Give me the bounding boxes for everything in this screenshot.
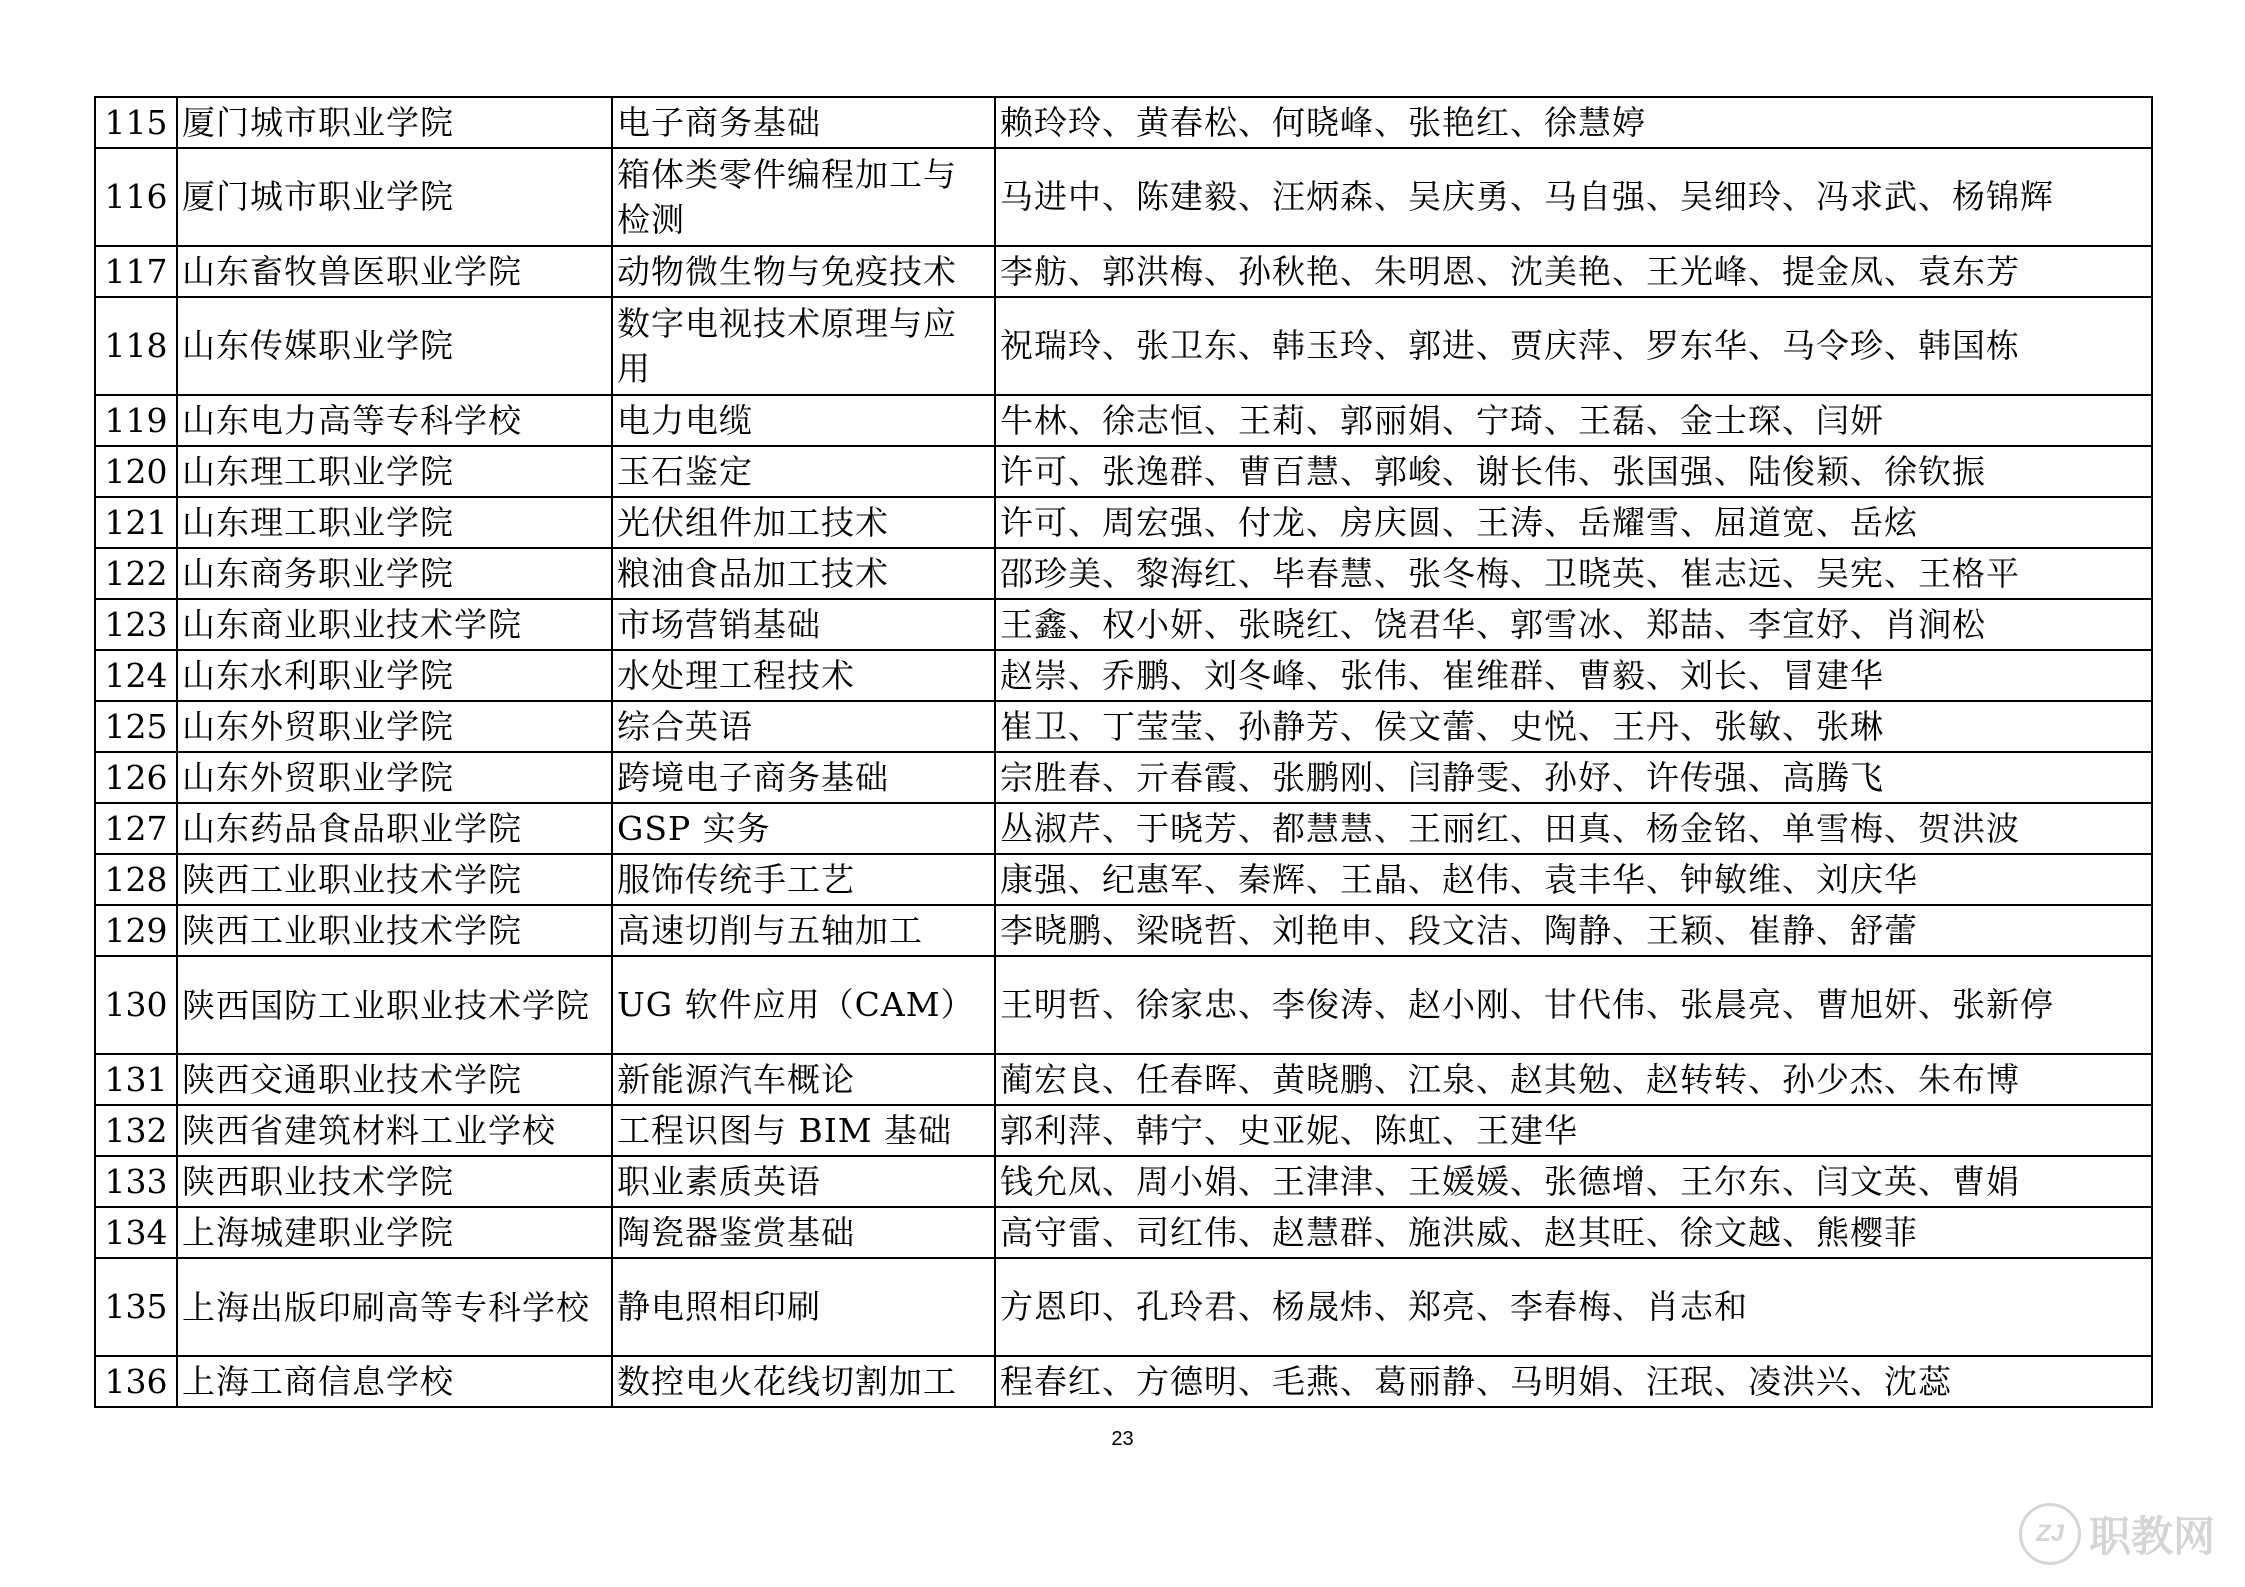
row-number: 127	[95, 803, 177, 854]
school-name: 山东传媒职业学院	[177, 297, 612, 395]
course-name: 服饰传统手工艺	[612, 854, 995, 905]
team-members: 李舫、郭洪梅、孙秋艳、朱明恩、沈美艳、王光峰、提金凤、袁东芳	[995, 246, 2152, 297]
course-name: 陶瓷器鉴赏基础	[612, 1207, 995, 1258]
course-name: GSP 实务	[612, 803, 995, 854]
school-name: 山东外贸职业学院	[177, 752, 612, 803]
table-row	[95, 650, 2152, 701]
team-members: 宗胜春、亓春霞、张鹏刚、闫静雯、孙妤、许传强、高腾飞	[995, 752, 2152, 803]
course-name: 粮油食品加工技术	[612, 548, 995, 599]
row-number: 135	[95, 1258, 177, 1356]
course-name: 光伏组件加工技术	[612, 497, 995, 548]
table-row	[95, 854, 2152, 905]
watermark-text: 职教网	[2088, 1512, 2215, 1561]
table-row	[95, 1156, 2152, 1207]
row-number: 132	[95, 1105, 177, 1156]
table-body	[95, 97, 2152, 1407]
row-number: 120	[95, 446, 177, 497]
school-name: 陕西交通职业技术学院	[177, 1054, 612, 1105]
row-number: 130	[95, 956, 177, 1054]
team-members: 赵崇、乔鹏、刘冬峰、张伟、崔维群、曹毅、刘长、冒建华	[995, 650, 2152, 701]
table-row	[95, 548, 2152, 599]
table-row	[95, 1356, 2152, 1407]
team-members: 王明哲、徐家忠、李俊涛、赵小刚、甘代伟、张晨亮、曹旭妍、张新停	[995, 956, 2152, 1054]
table-row	[95, 395, 2152, 446]
course-name: 工程识图与 BIM 基础	[612, 1105, 995, 1156]
school-name: 山东药品食品职业学院	[177, 803, 612, 854]
row-number: 121	[95, 497, 177, 548]
school-name: 上海工商信息学校	[177, 1356, 612, 1407]
course-name: 高速切削与五轴加工	[612, 905, 995, 956]
school-name: 陕西省建筑材料工业学校	[177, 1105, 612, 1156]
row-number: 119	[95, 395, 177, 446]
school-name: 陕西国防工业职业技术学院	[177, 956, 612, 1054]
course-name: UG 软件应用（CAM）	[612, 956, 995, 1054]
row-number: 116	[95, 148, 177, 246]
team-members: 方恩印、孔玲君、杨晟炜、郑亮、李春梅、肖志和	[995, 1258, 2152, 1356]
course-name: 水处理工程技术	[612, 650, 995, 701]
school-name: 陕西职业技术学院	[177, 1156, 612, 1207]
row-number: 136	[95, 1356, 177, 1407]
course-name: 数控电火花线切割加工	[612, 1356, 995, 1407]
table-row	[95, 148, 2152, 246]
table-row	[95, 1207, 2152, 1258]
table-row	[95, 497, 2152, 548]
course-name: 电子商务基础	[612, 97, 995, 148]
table-row	[95, 1054, 2152, 1105]
table-row	[95, 701, 2152, 752]
course-name: 箱体类零件编程加工与检测	[612, 148, 995, 246]
row-number: 131	[95, 1054, 177, 1105]
team-members: 王鑫、权小妍、张晓红、饶君华、郭雪冰、郑喆、李宣妤、肖涧松	[995, 599, 2152, 650]
table-row	[95, 246, 2152, 297]
school-name: 陕西工业职业技术学院	[177, 854, 612, 905]
course-name: 动物微生物与免疫技术	[612, 246, 995, 297]
course-name: 数字电视技术原理与应用	[612, 297, 995, 395]
table-row	[95, 1105, 2152, 1156]
team-members: 赖玲玲、黄春松、何晓峰、张艳红、徐慧婷	[995, 97, 2152, 148]
team-members: 牛林、徐志恒、王莉、郭丽娟、宁琦、王磊、金士琛、闫妍	[995, 395, 2152, 446]
course-name: 跨境电子商务基础	[612, 752, 995, 803]
team-members: 李晓鹏、梁晓哲、刘艳申、段文洁、陶静、王颖、崔静、舒蕾	[995, 905, 2152, 956]
row-number: 117	[95, 246, 177, 297]
school-name: 山东理工职业学院	[177, 446, 612, 497]
course-name: 职业素质英语	[612, 1156, 995, 1207]
table-row	[95, 1258, 2152, 1356]
row-number: 133	[95, 1156, 177, 1207]
row-number: 134	[95, 1207, 177, 1258]
course-name: 新能源汽车概论	[612, 1054, 995, 1105]
row-number: 128	[95, 854, 177, 905]
table-row	[95, 97, 2152, 148]
team-members: 钱允凤、周小娟、王津津、王媛媛、张德增、王尔东、闫文英、曹娟	[995, 1156, 2152, 1207]
team-members: 高守雷、司红伟、赵慧群、施洪威、赵其旺、徐文越、熊樱菲	[995, 1207, 2152, 1258]
school-name: 山东水利职业学院	[177, 650, 612, 701]
row-number: 129	[95, 905, 177, 956]
course-name: 市场营销基础	[612, 599, 995, 650]
team-members: 程春红、方德明、毛燕、葛丽静、马明娟、汪珉、凌洪兴、沈蕊	[995, 1356, 2152, 1407]
school-name: 厦门城市职业学院	[177, 148, 612, 246]
school-name: 山东理工职业学院	[177, 497, 612, 548]
row-number: 118	[95, 297, 177, 395]
row-number: 126	[95, 752, 177, 803]
team-members: 丛淑芹、于晓芳、都慧慧、王丽红、田真、杨金铭、单雪梅、贺洪波	[995, 803, 2152, 854]
team-members: 康强、纪惠军、秦辉、王晶、赵伟、袁丰华、钟敏维、刘庆华	[995, 854, 2152, 905]
table-row	[95, 446, 2152, 497]
school-name: 山东商业职业技术学院	[177, 599, 612, 650]
course-name: 电力电缆	[612, 395, 995, 446]
table-row	[95, 803, 2152, 854]
team-members: 许可、张逸群、曹百慧、郭峻、谢长伟、张国强、陆俊颖、徐钦振	[995, 446, 2152, 497]
table-row	[95, 752, 2152, 803]
table-row	[95, 599, 2152, 650]
course-name: 静电照相印刷	[612, 1258, 995, 1356]
course-team-table	[94, 96, 2153, 1408]
page-number: 23	[1111, 1428, 1134, 1450]
row-number: 122	[95, 548, 177, 599]
school-name: 山东电力高等专科学校	[177, 395, 612, 446]
row-number: 123	[95, 599, 177, 650]
school-name: 陕西工业职业技术学院	[177, 905, 612, 956]
team-members: 马进中、陈建毅、汪炳森、吴庆勇、马自强、吴细玲、冯求武、杨锦辉	[995, 148, 2152, 246]
school-name: 山东畜牧兽医职业学院	[177, 246, 612, 297]
course-name: 综合英语	[612, 701, 995, 752]
watermark-logo-icon: ZJ	[2019, 1503, 2081, 1565]
school-name: 厦门城市职业学院	[177, 97, 612, 148]
team-members: 崔卫、丁莹莹、孙静芳、侯文蕾、史悦、王丹、张敏、张琳	[995, 701, 2152, 752]
school-name: 上海出版印刷高等专科学校	[177, 1258, 612, 1356]
team-members: 许可、周宏强、付龙、房庆圆、王涛、岳耀雪、屈道宽、岳炫	[995, 497, 2152, 548]
watermark	[2019, 1503, 2215, 1565]
table-row	[95, 905, 2152, 956]
school-name: 上海城建职业学院	[177, 1207, 612, 1258]
table-row	[95, 956, 2152, 1054]
school-name: 山东商务职业学院	[177, 548, 612, 599]
row-number: 125	[95, 701, 177, 752]
table-row	[95, 297, 2152, 395]
team-members: 蔺宏良、任春晖、黄晓鹏、江泉、赵其勉、赵转转、孙少杰、朱布博	[995, 1054, 2152, 1105]
school-name: 山东外贸职业学院	[177, 701, 612, 752]
team-members: 邵珍美、黎海红、毕春慧、张冬梅、卫晓英、崔志远、吴宪、王格平	[995, 548, 2152, 599]
row-number: 124	[95, 650, 177, 701]
course-name: 玉石鉴定	[612, 446, 995, 497]
team-members: 郭利萍、韩宁、史亚妮、陈虹、王建华	[995, 1105, 2152, 1156]
team-members: 祝瑞玲、张卫东、韩玉玲、郭进、贾庆萍、罗东华、马令珍、韩国栋	[995, 297, 2152, 395]
row-number: 115	[95, 97, 177, 148]
